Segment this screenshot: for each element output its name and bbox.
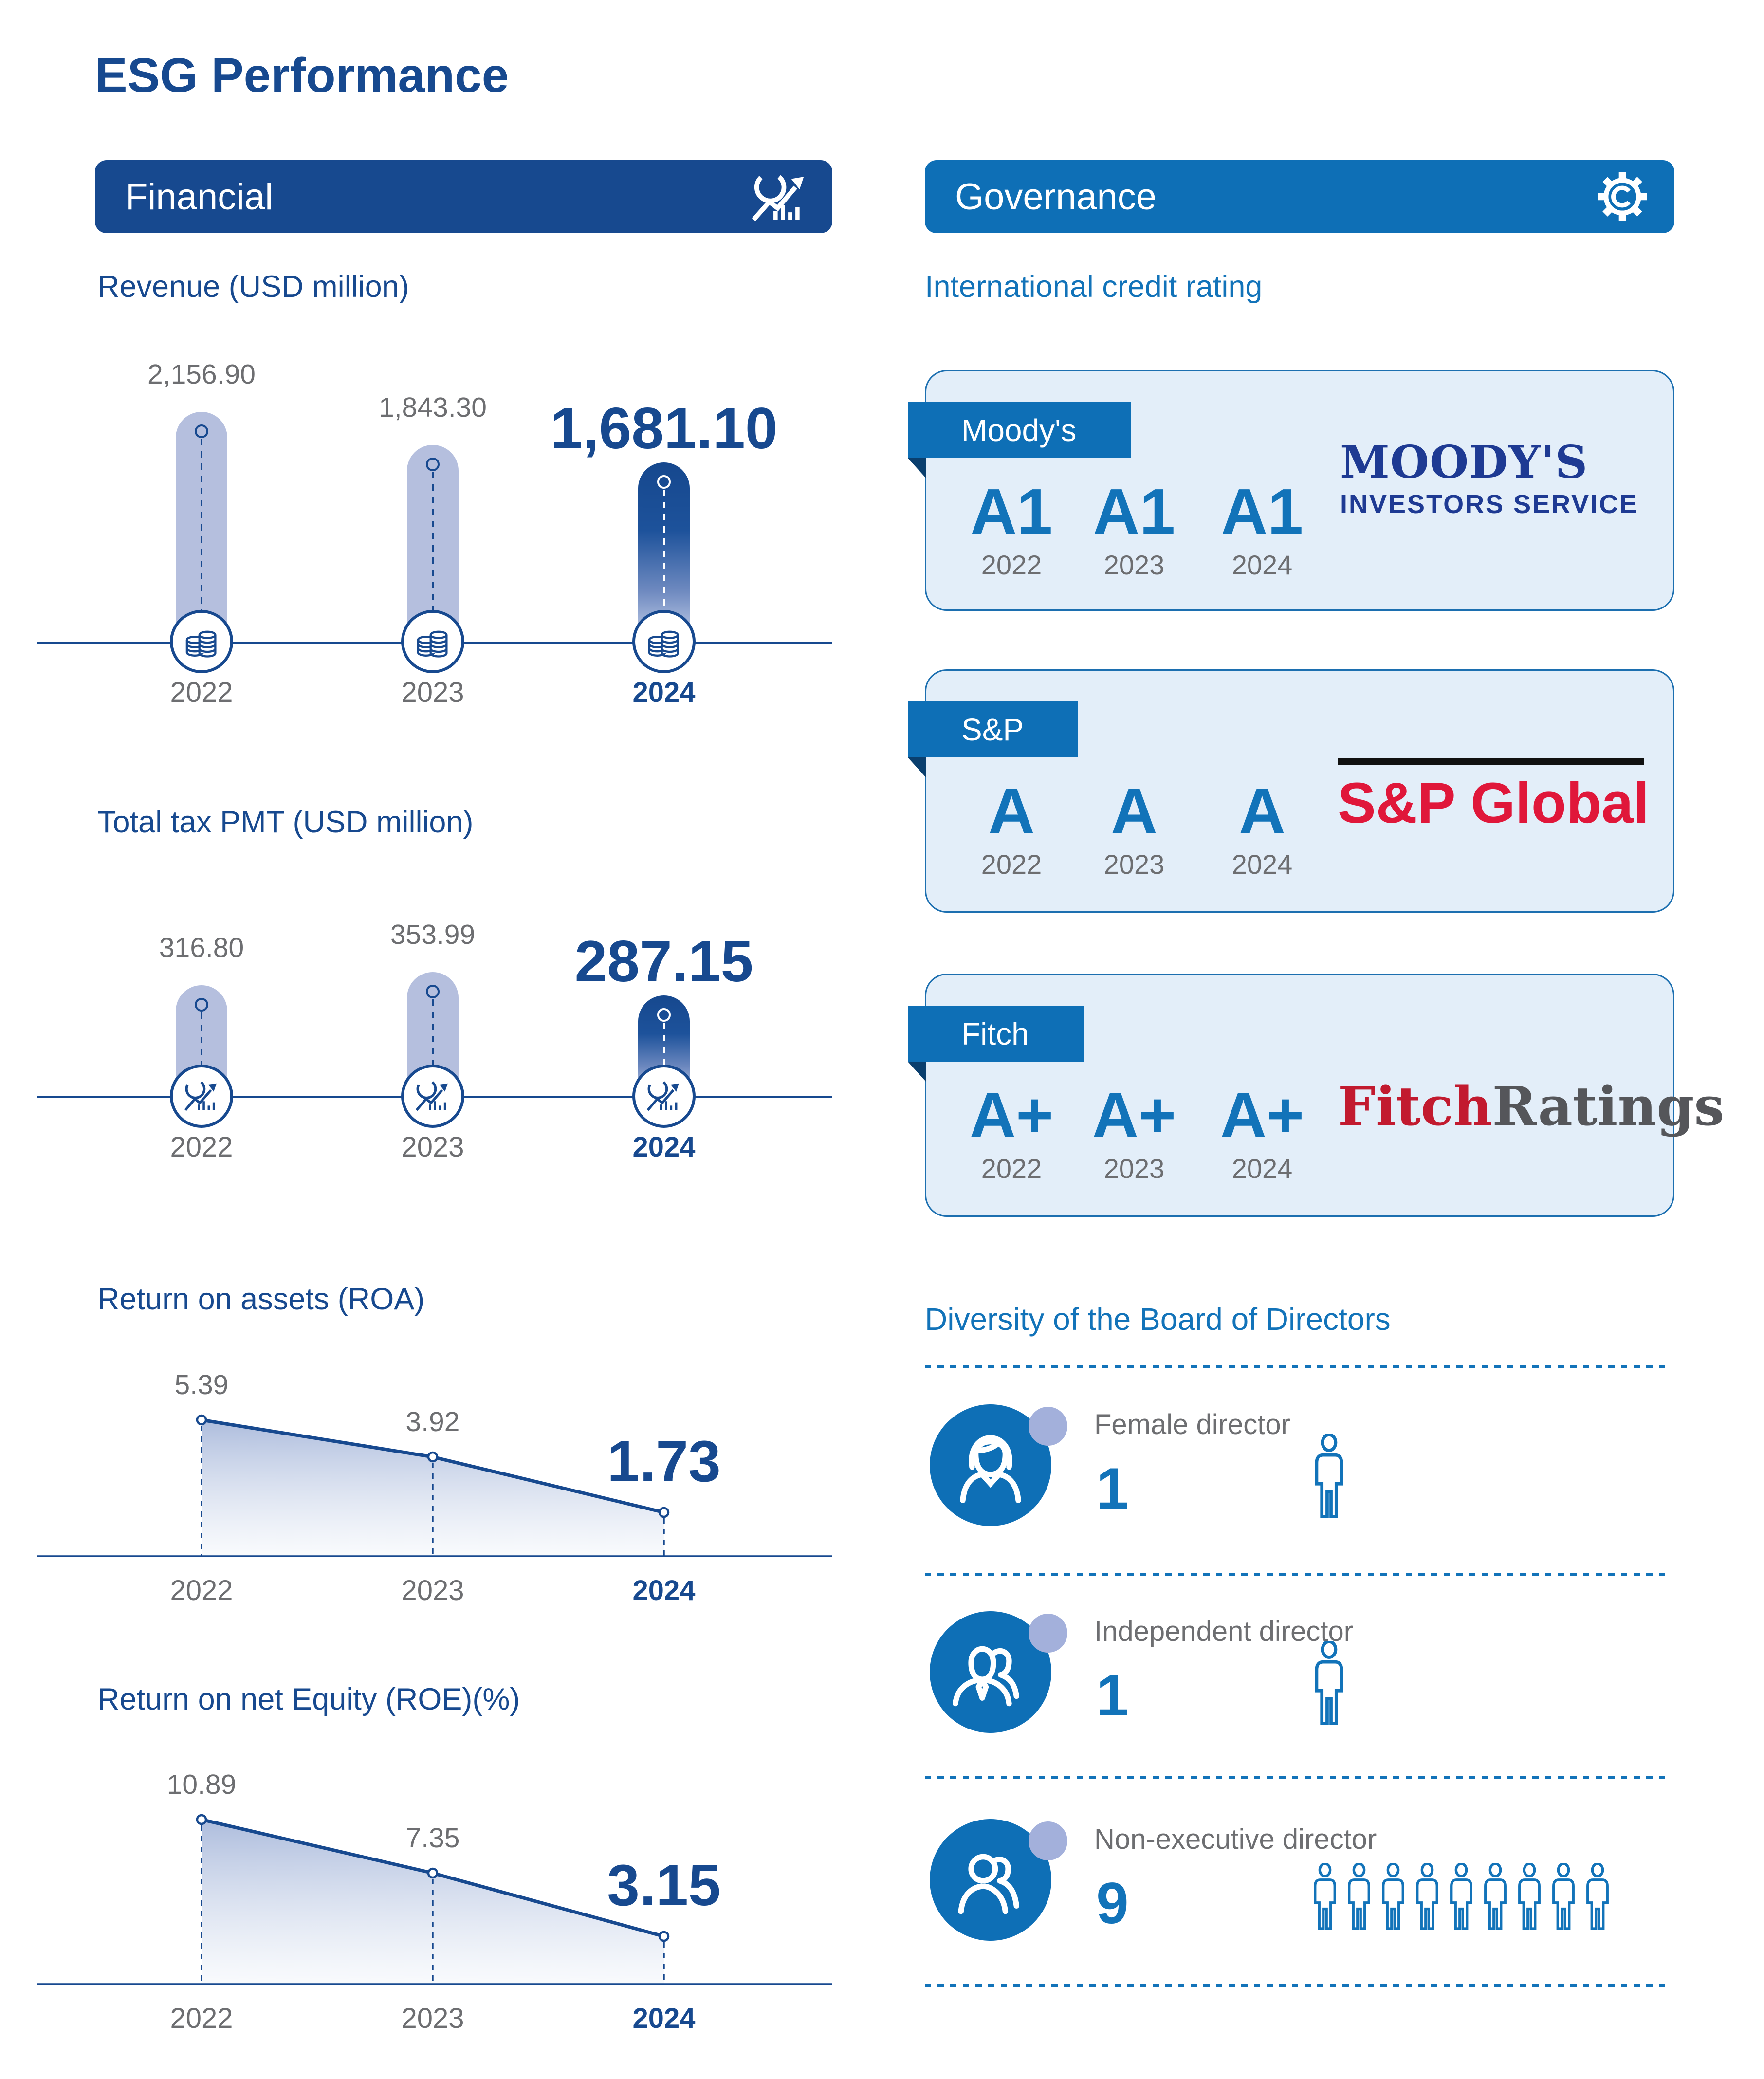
rating-value: A+ <box>969 1079 1054 1151</box>
rating-value: A+ <box>1220 1079 1305 1151</box>
governance-header-label: Governance <box>955 176 1157 218</box>
value-label: 2,156.90 <box>147 359 256 390</box>
marker-ring <box>195 424 208 438</box>
roa-chart-title: Return on assets (ROA) <box>97 1282 425 1316</box>
year-label: 2022 <box>170 2003 233 2034</box>
marker-ring <box>657 475 671 489</box>
bar-pill <box>176 412 227 642</box>
year-label: 2023 <box>401 2003 464 2034</box>
revenue-column-2022 <box>75 341 328 725</box>
year-label: 2024 <box>632 677 696 708</box>
rating-2022 <box>956 476 1067 580</box>
coins-icon <box>632 610 696 673</box>
rating-2022 <box>956 775 1067 880</box>
rating-year: 2022 <box>981 1153 1042 1184</box>
rating-value: A <box>1111 775 1158 846</box>
rating-year: 2023 <box>1103 1153 1165 1184</box>
revenue-chart-title: Revenue (USD million) <box>97 270 409 304</box>
moodys-logo-subtext: INVESTORS SERVICE <box>1340 490 1639 519</box>
dotted-divider <box>925 1573 1672 1576</box>
value-label-highlight: 287.15 <box>574 929 753 994</box>
rating-year: 2024 <box>1231 550 1293 580</box>
coins-icon <box>401 610 464 673</box>
marker-ring <box>426 458 440 471</box>
rating-value: A1 <box>1093 476 1176 547</box>
dotted-divider <box>925 1984 1672 1987</box>
marker-ring <box>657 1008 671 1022</box>
fitch-logo-fitch: Fitch <box>1338 1075 1492 1138</box>
rating-year: 2023 <box>1103 849 1165 880</box>
row-count: 1 <box>1096 1456 1129 1521</box>
value-label: 353.99 <box>390 919 476 950</box>
row-label: Non-executive director <box>1094 1823 1377 1855</box>
marker-ring <box>195 998 208 1012</box>
trend-chart-icon <box>752 169 809 224</box>
rating-value: A <box>988 775 1035 846</box>
row-count: 1 <box>1096 1663 1129 1728</box>
tax-column-2023 <box>306 876 559 1188</box>
revenue-column-2023 <box>306 341 559 725</box>
value-label: 316.80 <box>159 932 244 963</box>
row-label: Female director <box>1094 1409 1290 1440</box>
person-pictogram <box>1309 1641 1349 1729</box>
tax-column-2022 <box>75 876 328 1188</box>
year-label: 2023 <box>401 677 464 708</box>
sp-card <box>925 669 1674 913</box>
sp-tab-label: S&P <box>961 712 1024 747</box>
value-label-highlight: 3.15 <box>607 1853 721 1918</box>
tab-fold <box>908 757 926 778</box>
year-label: 2022 <box>170 1131 233 1163</box>
fitch-tab-label: Fitch <box>961 1016 1029 1051</box>
value-label-highlight: 1.73 <box>607 1429 721 1494</box>
value-label: 10.89 <box>166 1769 237 1800</box>
year-label: 2024 <box>632 2003 696 2034</box>
year-label: 2024 <box>632 1575 696 1606</box>
tax-chart-title: Total tax PMT (USD million) <box>97 805 474 839</box>
sp-tab <box>908 701 1078 757</box>
accent-dot <box>1029 1821 1067 1860</box>
fitch-ratings-logo <box>1338 1075 1725 1138</box>
moodys-card <box>925 370 1674 611</box>
dotted-divider <box>925 1776 1672 1779</box>
female-director-row <box>925 1402 1672 1553</box>
rating-2024 <box>1206 476 1318 580</box>
marker-ring <box>426 985 440 998</box>
roa-chart <box>37 1334 832 1626</box>
tab-fold <box>908 458 926 478</box>
credit-rating-title: International credit rating <box>925 270 1263 304</box>
roe-chart <box>37 1733 832 2044</box>
revenue-chart <box>37 341 832 725</box>
financial-section-header <box>95 160 832 233</box>
rating-2023 <box>1078 1079 1190 1184</box>
rating-year: 2024 <box>1231 849 1293 880</box>
rating-2022 <box>956 1079 1067 1184</box>
fitch-card <box>925 974 1725 1217</box>
year-label: 2024 <box>632 1131 696 1163</box>
moodys-logo <box>1340 436 1639 519</box>
revenue-column-2024 <box>537 341 790 725</box>
accent-dot <box>1029 1614 1067 1653</box>
year-label: 2023 <box>401 1131 464 1163</box>
rating-2024 <box>1206 1079 1318 1184</box>
non-executive-director-row <box>925 1817 1672 1968</box>
person-pictogram-group <box>1309 1863 1613 1931</box>
page-title: ESG Performance <box>95 48 509 103</box>
fitch-tab <box>908 1006 1084 1062</box>
accent-dot <box>1029 1407 1067 1446</box>
tax-column-2024 <box>537 876 790 1188</box>
trend-magnifier-icon <box>401 1065 464 1128</box>
coins-icon <box>170 610 233 673</box>
sp-logo-wordmark: S&P Global <box>1338 771 1650 835</box>
year-label: 2022 <box>170 677 233 708</box>
roe-chart-title: Return on net Equity (ROE)(%) <box>97 1682 520 1716</box>
rating-value: A1 <box>1221 476 1304 547</box>
independent-director-row <box>925 1609 1672 1760</box>
value-label: 1,843.30 <box>379 392 487 423</box>
rating-value: A <box>1239 775 1286 846</box>
rating-2024 <box>1206 775 1318 880</box>
trend-magnifier-icon <box>170 1065 233 1128</box>
row-label: Independent director <box>1094 1616 1354 1647</box>
row-count: 9 <box>1096 1871 1129 1936</box>
rating-year: 2023 <box>1103 550 1165 580</box>
sp-logo-bar <box>1338 758 1644 765</box>
rating-value: A+ <box>1092 1079 1176 1151</box>
trend-magnifier-icon <box>632 1065 696 1128</box>
rating-year: 2022 <box>981 849 1042 880</box>
sp-global-logo <box>1338 758 1650 835</box>
moodys-tab <box>908 402 1131 458</box>
governance-section-header <box>925 160 1674 233</box>
person-pictogram <box>1309 1434 1349 1522</box>
value-label: 5.39 <box>174 1369 229 1400</box>
rating-year: 2024 <box>1231 1153 1293 1184</box>
moodys-tab-label: Moody's <box>961 412 1077 448</box>
value-label: 7.35 <box>405 1822 460 1854</box>
rating-2023 <box>1078 775 1190 880</box>
tax-chart <box>37 876 832 1188</box>
value-label: 3.92 <box>405 1406 460 1437</box>
year-label: 2023 <box>401 1575 464 1606</box>
fitch-logo-ratings: Ratings <box>1492 1075 1725 1138</box>
tab-fold <box>908 1062 926 1082</box>
dotted-divider <box>925 1365 1672 1368</box>
value-label-highlight: 1,681.10 <box>550 396 778 461</box>
diversity-title: Diversity of the Board of Directors <box>925 1302 1391 1337</box>
moodys-logo-wordmark: MOODY'S <box>1340 436 1588 488</box>
year-label: 2022 <box>170 1575 233 1606</box>
gear-icon <box>1594 169 1651 224</box>
financial-header-label: Financial <box>125 176 274 218</box>
rating-value: A1 <box>970 476 1053 547</box>
rating-2023 <box>1078 476 1190 580</box>
rating-year: 2022 <box>981 550 1042 580</box>
